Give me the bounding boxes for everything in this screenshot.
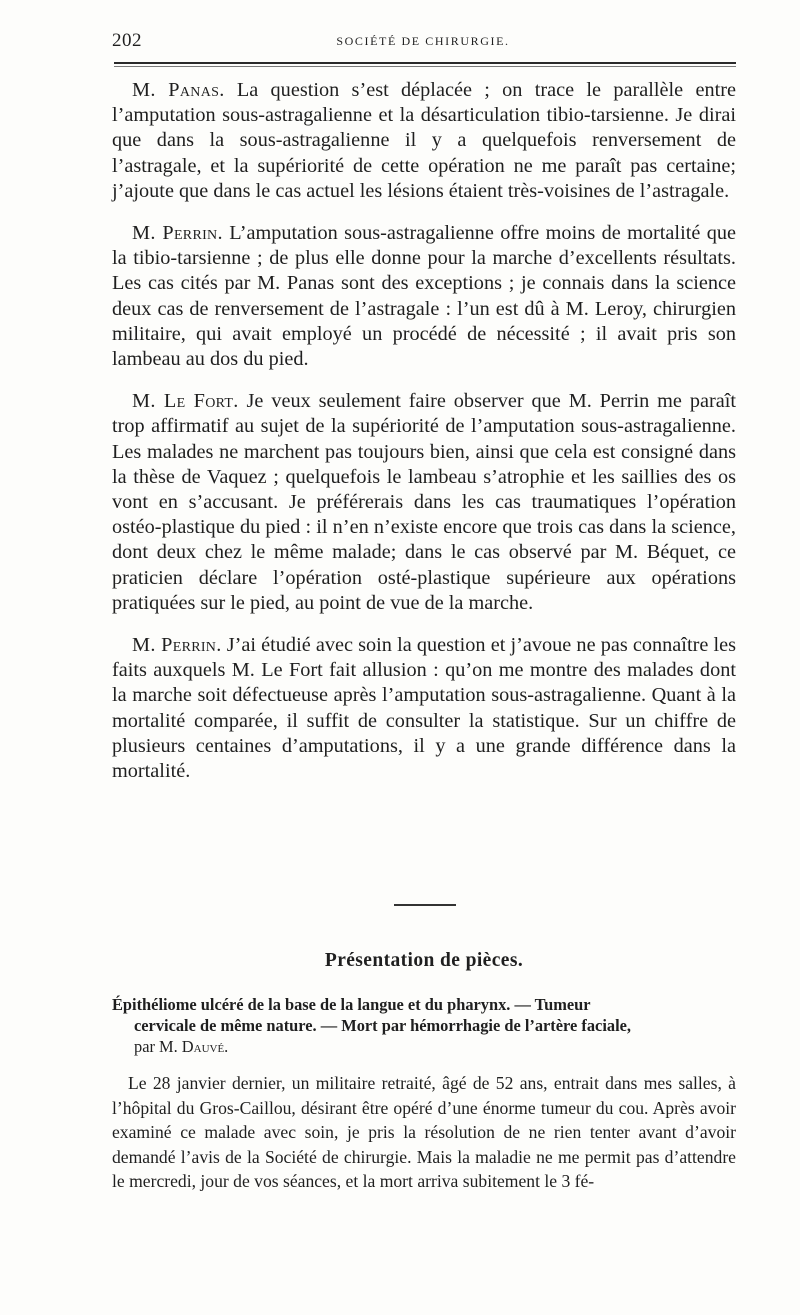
header-rule [114,62,736,64]
speaker-name: M. Le Fort. [132,390,239,413]
case-author-prefix: par M. [134,1037,182,1056]
case-author [112,1036,736,1057]
paragraph-text: J’ai étudié avec soin la question et j’avoue ne pas connaître les faits auxquels M. Le Fort fait allusion : qu’on me montre des malades dont la marche soit défectueuse après l’amputation sous-astragalienne. Quant à la mortalité comparée, il suffit de consulter la statistique. Sur un chiffre de plusieurs centaines d’amputations, il y a une grande différence dans la mortalité. [112,634,736,783]
case-author-name: Dauvé. [181,1037,229,1056]
section-heading: Présentation de pièces. [324,950,524,971]
paragraph-text: Je veux seulement faire observer que M. Perrin me paraît trop affirmatif au sujet de la supériorité de l’amputation sous-astragalienne. Les malades ne marchent pas toujours bien, ainsi que cela est consigné dans la thèse de Vaquez ; quelquefois le lambeau s’atrophie et les saillies des os vont en s’accusant. Je préférerais dans les cas traumatiques l’opération ostéo-plastique du pied : il n’en n’existe encore que trois cas dans la science, dont deux chez le même malade; dans le cas observé par M. Béquet, ce praticien déclare l’opération osté-plastique supérieure aux opérations pratiquées sur le pied, au point de vue de la marche. [112,390,736,614]
paragraph-perrin-2 [112,633,736,784]
paragraph-le-fort [112,389,736,616]
header-rule-thin [114,66,736,67]
page-number: 202 [112,30,142,51]
speaker-name: M. Perrin. [132,222,223,245]
case-paragraph: Le 28 janvier dernier, un militaire retraité, âgé de 52 ans, entrait dans mes salles, à l’hôpital du Gros-Caillou, désirant être opéré d’une énorme tumeur du cou. Après avoir examiné ce malade avec soin, je pris la résolution de ne rien tenter avant d’avoir demandé l’avis de la Société de chirurgie. Mais la maladie ne me permit pas d’attendre le mercredi, jour de vos séances, et la mort arriva subitement le 3 fé- [112,1073,736,1192]
case-title-line-2: cervicale de même nature. — Mort par hémorrhagie de l’artère faciale, [134,1016,632,1035]
paragraph-perrin-1 [112,221,736,372]
paragraph-text: L’amputation sous-astragalienne offre moins de mortalité que la tibio-tarsienne ; de plus elle donne pour la marche d’excellents résultats. Les cas cités par M. Panas sont des exceptions ; je connais dans la science deux cas de renversement de l’astragale : l’un est dû à M. Leroy, chirurgien militaire, qui avait employé un procédé de nécessité ; il avait pris son lambeau au dos du pied. [112,222,736,371]
case-title-line-1: Épithéliome ulcéré de la base de la langue et du pharynx. — Tumeur [112,995,591,1014]
discussion-text [112,78,736,801]
case-report-text [112,1071,736,1194]
running-title: SOCIÉTÉ DE CHIRURGIE. [336,34,510,48]
paragraph-panas [112,78,736,204]
paragraph-text: La question s’est déplacée ; on trace le parallèle entre l’amputation sous-astragalienne et la désarticulation tibio-tarsienne. Je dirai que dans la sous-astragalienne il y a quelquefois renversement de l’astragale, et la supériorité de cette opération ne me paraît pas certaine; j’ajoute que dans le cas actuel les lésions étaient très-voisines de l’astragale. [112,79,736,202]
case-title [112,994,736,1057]
running-head [112,30,734,56]
speaker-name: M. Perrin. [132,634,222,657]
speaker-name: M. Panas. [132,79,225,101]
section-divider [394,904,456,906]
